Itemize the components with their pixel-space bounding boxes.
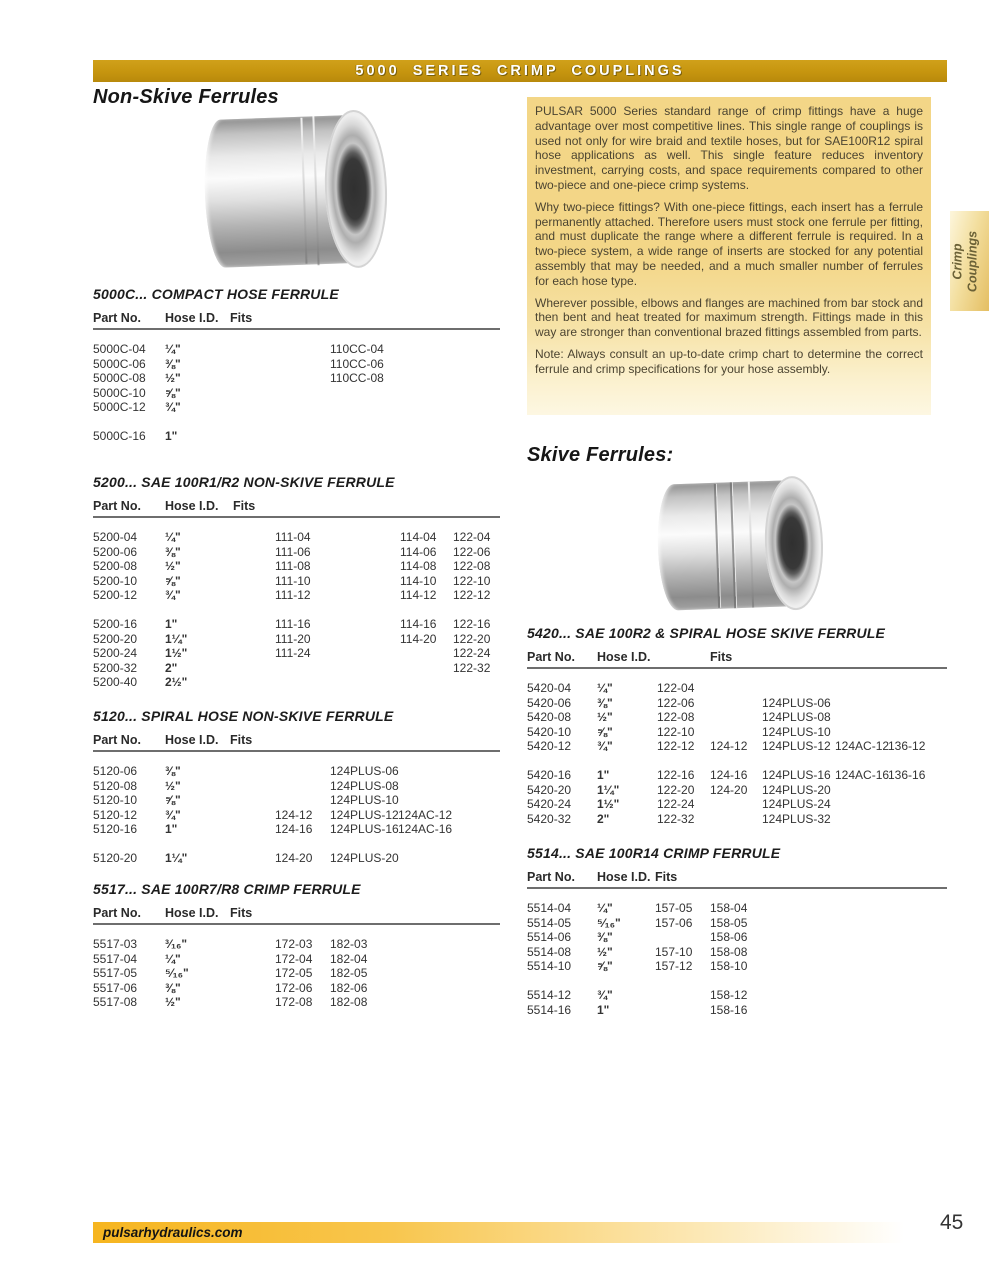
- table-row: [93, 793, 500, 808]
- fits-part: 158-08: [710, 944, 748, 959]
- hose-id: ⅜": [597, 695, 613, 710]
- table-row: [527, 739, 947, 754]
- fits-part: 124PLUS-08: [330, 778, 399, 793]
- column-header: Hose I.D.: [165, 311, 219, 325]
- table-section-t5120: [93, 708, 500, 866]
- fits-part: 182-08: [330, 995, 368, 1010]
- table-row: [93, 429, 500, 444]
- part-no: 5517-04: [93, 951, 138, 966]
- fits-part: 122-04: [657, 681, 695, 695]
- fits-part: 158-05: [710, 915, 748, 930]
- hose-id: 1½": [165, 646, 188, 661]
- hose-id: ⅜": [165, 356, 181, 371]
- fits-part: 122-20: [657, 782, 695, 797]
- table-row: [93, 357, 500, 372]
- part-no: 5120-10: [93, 793, 138, 808]
- part-no: 5514-08: [527, 944, 572, 959]
- part-no: 5000C-12: [93, 400, 146, 415]
- fits-part: 124PLUS-16: [762, 767, 831, 782]
- table-title: 5420... SAE 100R2 & SPIRAL HOSE SKIVE FERRULE: [527, 625, 886, 641]
- crimp-couplings-side-tab: [950, 211, 989, 311]
- table-section-t5000c: [93, 286, 500, 444]
- fits-part: 114-10: [400, 573, 437, 588]
- part-no: 5120-16: [93, 822, 138, 837]
- series-banner: [93, 60, 947, 82]
- skive-heading: Skive Ferrules:: [527, 444, 674, 466]
- part-no: 5120-12: [93, 807, 138, 822]
- table-row: [527, 959, 947, 974]
- table-row-group: [527, 768, 947, 826]
- fits-part: 157-10: [655, 944, 693, 959]
- fits-part: 124PLUS-10: [762, 724, 831, 739]
- part-no: 5000C-04: [93, 342, 146, 356]
- skive-ferrule-photo: [656, 475, 826, 617]
- part-no: 5000C-06: [93, 356, 146, 371]
- fits-part: 124PLUS-12: [330, 807, 399, 822]
- fits-part: 172-06: [275, 980, 313, 995]
- table-row-group: [93, 617, 500, 690]
- table-section-t5200: [93, 474, 500, 690]
- hose-id: ⅜": [165, 544, 181, 559]
- part-no: 5420-12: [527, 739, 572, 754]
- hose-id: ⅝": [165, 573, 181, 588]
- part-no: 5420-20: [527, 782, 572, 797]
- table-title: 5200... SAE 100R1/R2 NON-SKIVE FERRULE: [93, 474, 395, 490]
- table-header-row: [93, 499, 500, 518]
- fits-part: 111-12: [275, 588, 311, 603]
- hose-id: ⅜": [597, 930, 613, 945]
- fits-part: 122-32: [453, 660, 491, 675]
- fits-part: 182-05: [330, 966, 368, 981]
- part-no: 5514-05: [527, 915, 572, 930]
- table-row: [93, 937, 500, 952]
- fits-part: 124AC-12: [835, 739, 890, 754]
- fits-part: 122-08: [657, 710, 695, 725]
- part-no: 5200-06: [93, 544, 138, 559]
- hose-id: 1": [165, 428, 178, 443]
- fits-part: 124AC-16: [835, 767, 890, 782]
- table-row: [93, 966, 500, 981]
- footer-bar: [93, 1222, 947, 1243]
- part-no: 5200-08: [93, 559, 138, 574]
- fits-part: 122-06: [453, 544, 491, 559]
- table-row: [93, 981, 500, 996]
- table-row-group: [93, 937, 500, 1010]
- fits-part: 124PLUS-32: [762, 811, 831, 826]
- fits-part: 124PLUS-20: [762, 782, 831, 797]
- table-row: [527, 901, 947, 916]
- fits-part: 182-03: [330, 937, 368, 951]
- hose-id: 1¼": [597, 782, 620, 797]
- side-tab-line2: Couplings: [965, 230, 979, 292]
- column-header: Part No.: [527, 650, 575, 664]
- table-section-t5420: [527, 625, 947, 826]
- page-number: 45: [940, 1211, 964, 1234]
- part-no: 5517-08: [93, 995, 138, 1010]
- fits-part: 172-03: [275, 937, 313, 951]
- part-no: 5514-06: [527, 930, 572, 945]
- table-header-row: [93, 733, 500, 752]
- table-row: [93, 822, 500, 837]
- table-row: [527, 945, 947, 960]
- fits-part: 124PLUS-06: [330, 764, 399, 778]
- intro-paragraph: Why two-piece fittings? With one-piece fittings, each insert has a ferrule permanently attached. Therefore users must stock one ferrule per fitting, and must duplicate the range where a different ferrule is required. In a two-piece system, a wide range of inserts are stocked for any potential assembly that may be needed, and a much smaller number of ferrules for each hose type.: [535, 199, 923, 288]
- fits-part: 157-12: [655, 959, 693, 974]
- table-header-row: [93, 906, 500, 925]
- fits-part: 122-16: [453, 616, 491, 631]
- column-header: Fits: [233, 499, 256, 513]
- intro-note-paragraph: Note: Always consult an up-to-date crimp chart to determine the correct ferrule and crimp specifications for your hose assembly.: [535, 346, 923, 376]
- hose-id: 1": [165, 616, 178, 631]
- column-header: Part No.: [93, 733, 141, 747]
- table-row: [527, 930, 947, 945]
- fits-part: 111-08: [275, 559, 311, 574]
- fits-part: 122-10: [453, 573, 491, 588]
- footer-website: pulsarhydraulics.com: [103, 1225, 243, 1240]
- hose-id: 1": [597, 767, 610, 782]
- fits-part: 157-06: [655, 915, 693, 930]
- table-title: 5514... SAE 100R14 CRIMP FERRULE: [527, 845, 781, 861]
- part-no: 5420-06: [527, 695, 572, 710]
- hose-id: ¾": [165, 807, 181, 822]
- fits-part: 158-10: [710, 959, 748, 974]
- table-row: [527, 783, 947, 798]
- table-title: 5517... SAE 100R7/R8 CRIMP FERRULE: [93, 881, 361, 897]
- fits-part: 124-20: [275, 850, 313, 865]
- fits-part: 111-04: [275, 530, 311, 544]
- table-section-t5514: [527, 845, 947, 1017]
- table-section-t5517: [93, 881, 500, 1010]
- table-row: [93, 632, 500, 647]
- table-row: [93, 661, 500, 676]
- part-no: 5200-04: [93, 530, 138, 544]
- fits-part: 111-06: [275, 544, 311, 559]
- table-row: [93, 779, 500, 794]
- fits-part: 122-24: [657, 797, 695, 812]
- fits-part: 172-05: [275, 966, 313, 981]
- hose-id: ¾": [597, 987, 613, 1002]
- hose-id: ½": [165, 995, 181, 1010]
- table-row: [93, 675, 500, 690]
- table-row: [93, 646, 500, 661]
- hose-id: ¼": [597, 681, 613, 695]
- fits-part: 124PLUS-16: [330, 822, 399, 837]
- fits-part: 124PLUS-12: [762, 739, 831, 754]
- part-no: 5120-08: [93, 778, 138, 793]
- fits-part: 124PLUS-24: [762, 797, 831, 812]
- table-row: [93, 530, 500, 545]
- fits-part: 136-12: [888, 739, 926, 754]
- fits-part: 110CC-04: [330, 342, 384, 356]
- table-row: [527, 797, 947, 812]
- table-row: [93, 995, 500, 1010]
- side-tab-line1: Crimp: [950, 242, 964, 280]
- fits-part: 124-16: [710, 767, 748, 782]
- hose-id: ⅝": [165, 793, 181, 808]
- fits-part: 114-12: [400, 588, 437, 603]
- part-no: 5200-10: [93, 573, 138, 588]
- table-row: [527, 768, 947, 783]
- fits-part: 122-12: [657, 739, 695, 754]
- table-row: [93, 617, 500, 632]
- fits-part: 110CC-08: [330, 371, 384, 386]
- table-row: [93, 952, 500, 967]
- part-no: 5000C-16: [93, 428, 146, 443]
- part-no: 5200-20: [93, 631, 138, 646]
- fits-part: 114-20: [400, 631, 437, 646]
- table-row-group: [527, 681, 947, 754]
- part-no: 5120-06: [93, 764, 138, 778]
- fits-part: 124PLUS-08: [762, 710, 831, 725]
- hose-id: ¾": [165, 588, 181, 603]
- column-header: Hose I.D.: [165, 499, 219, 513]
- column-header: Hose I.D.: [165, 906, 219, 920]
- table-row: [527, 812, 947, 827]
- column-header: Part No.: [93, 906, 141, 920]
- part-no: 5420-16: [527, 767, 572, 782]
- fits-part: 158-12: [710, 987, 748, 1002]
- part-no: 5420-04: [527, 681, 572, 695]
- table-row-group: [527, 901, 947, 974]
- table-row: [93, 342, 500, 357]
- hose-id: ½": [597, 710, 613, 725]
- part-no: 5517-03: [93, 937, 138, 951]
- part-no: 5200-32: [93, 660, 138, 675]
- hose-id: ½": [165, 371, 181, 386]
- hose-id: ³⁄₁₆": [165, 937, 188, 951]
- fits-part: 158-04: [710, 901, 748, 915]
- hose-id: 2": [597, 811, 610, 826]
- fits-part: 122-10: [657, 724, 695, 739]
- hose-id: 1": [165, 822, 178, 837]
- hose-id: ½": [597, 944, 613, 959]
- column-header: Fits: [655, 870, 678, 884]
- hose-id: ¼": [165, 951, 181, 966]
- hose-id: ⁵⁄₁₆": [165, 966, 189, 981]
- column-header: Fits: [230, 733, 253, 747]
- table-row: [93, 808, 500, 823]
- fits-part: 110CC-06: [330, 356, 384, 371]
- part-no: 5420-32: [527, 811, 572, 826]
- fits-part: 136-16: [888, 767, 926, 782]
- table-row: [93, 386, 500, 401]
- table-row: [527, 725, 947, 740]
- intro-text-box: [527, 97, 931, 415]
- hose-id: ½": [165, 559, 181, 574]
- table-row: [93, 574, 500, 589]
- part-no: 5517-06: [93, 980, 138, 995]
- part-no: 5420-08: [527, 710, 572, 725]
- hose-id: ¾": [597, 739, 613, 754]
- table-row: [93, 559, 500, 574]
- part-no: 5200-24: [93, 646, 138, 661]
- fits-part: 124PLUS-20: [330, 850, 399, 865]
- intro-paragraph: PULSAR 5000 Series standard range of crimp fittings have a huge advantage over most competitive lines. This single range of couplings is used not only for wire braid and textile hoses, but for SAE100R12 spiral hose applications as well. This single feature reduces inventory investment, carrying costs, and space requirements compared to other two-piece and one-piece crimp systems.: [535, 104, 923, 192]
- table-row-group: [93, 429, 500, 444]
- intro-paragraph: Wherever possible, elbows and flanges are machined from bar stock and then bent and heat treated for maximum strength. Fittings made in this way are stronger than conventional brazed fittings assembled from parts.: [535, 295, 923, 340]
- table-row: [93, 371, 500, 386]
- fits-part: 124-16: [275, 822, 313, 837]
- table-row-group: [527, 988, 947, 1017]
- part-no: 5200-12: [93, 588, 138, 603]
- table-row-group: [93, 764, 500, 837]
- fits-part: 124-20: [710, 782, 748, 797]
- hose-id: ¼": [165, 530, 181, 544]
- fits-part: 122-04: [453, 530, 491, 544]
- table-row: [93, 545, 500, 560]
- column-header: Part No.: [93, 311, 141, 325]
- table-row: [527, 988, 947, 1003]
- fits-part: 124PLUS-06: [762, 695, 831, 710]
- part-no: 5200-40: [93, 675, 138, 690]
- part-no: 5517-05: [93, 966, 138, 981]
- hose-id: ¾": [165, 400, 181, 415]
- hose-id: ⅜": [165, 980, 181, 995]
- fits-part: 114-16: [400, 616, 437, 631]
- table-row: [93, 764, 500, 779]
- fits-part: 157-05: [655, 901, 693, 915]
- part-no: 5000C-10: [93, 385, 146, 400]
- hose-id: ¼": [165, 342, 181, 356]
- fits-part: 158-06: [710, 930, 748, 945]
- table-row: [527, 710, 947, 725]
- table-row: [527, 681, 947, 696]
- fits-part: 122-08: [453, 559, 491, 574]
- column-header: Hose I.D.: [165, 733, 219, 747]
- hose-id: 1": [597, 1002, 610, 1017]
- part-no: 5120-20: [93, 850, 138, 865]
- hose-id: 2½": [165, 675, 188, 690]
- hose-id: 2": [165, 660, 178, 675]
- fits-part: 111-20: [275, 631, 311, 646]
- fits-part: 122-32: [657, 811, 695, 826]
- table-header-row: [527, 650, 947, 669]
- table-row-group: [93, 851, 500, 866]
- side-tab-label: [950, 211, 989, 311]
- column-header: Part No.: [527, 870, 575, 884]
- hose-id: ⁵⁄₁₆": [597, 915, 621, 930]
- hose-id: ⅝": [165, 385, 181, 400]
- hose-id: ⅝": [597, 724, 613, 739]
- hose-id: ⅜": [165, 764, 181, 778]
- fits-part: 114-08: [400, 559, 437, 574]
- fits-part: 172-08: [275, 995, 313, 1010]
- column-header: Fits: [710, 650, 733, 664]
- hose-id: 1¼": [165, 631, 188, 646]
- column-header: Fits: [230, 311, 253, 325]
- table-header-row: [527, 870, 947, 889]
- fits-part: 122-24: [453, 646, 491, 661]
- hose-id: ¼": [597, 901, 613, 915]
- fits-part: 124AC-12: [398, 807, 453, 822]
- column-header: Fits: [230, 906, 253, 920]
- hose-id: 1¼": [165, 850, 188, 865]
- table-row: [527, 1003, 947, 1018]
- table-row: [93, 588, 500, 603]
- part-no: 5514-12: [527, 987, 572, 1002]
- hose-id: ½": [165, 778, 181, 793]
- column-header: Part No.: [93, 499, 141, 513]
- table-row: [527, 696, 947, 711]
- non-skive-heading: Non-Skive Ferrules: [93, 86, 279, 108]
- table-row-group: [93, 342, 500, 415]
- fits-part: 182-04: [330, 951, 368, 966]
- fits-part: 124-12: [275, 807, 313, 822]
- fits-part: 172-04: [275, 951, 313, 966]
- table-header-row: [93, 311, 500, 330]
- fits-part: 122-12: [453, 588, 491, 603]
- table-row: [527, 916, 947, 931]
- non-skive-ferrule-photo: [202, 109, 389, 275]
- fits-part: 122-20: [453, 631, 491, 646]
- hose-id: ⅝": [597, 959, 613, 974]
- fits-part: 122-06: [657, 695, 695, 710]
- series-banner-title: 5000 SERIES CRIMP COUPLINGS: [355, 63, 685, 79]
- fits-part: 122-16: [657, 767, 695, 782]
- fits-part: 124PLUS-10: [330, 793, 399, 808]
- fits-part: 111-24: [275, 646, 311, 661]
- fits-part: 111-10: [275, 573, 311, 588]
- fits-part: 114-06: [400, 544, 437, 559]
- part-no: 5514-04: [527, 901, 572, 915]
- part-no: 5514-10: [527, 959, 572, 974]
- column-header: Hose I.D.: [597, 650, 651, 664]
- part-no: 5420-24: [527, 797, 572, 812]
- table-row-group: [93, 530, 500, 603]
- table-title: 5000C... COMPACT HOSE FERRULE: [93, 286, 339, 302]
- part-no: 5000C-08: [93, 371, 146, 386]
- part-no: 5514-16: [527, 1002, 572, 1017]
- fits-part: 114-04: [400, 530, 437, 544]
- fits-part: 182-06: [330, 980, 368, 995]
- table-title: 5120... SPIRAL HOSE NON-SKIVE FERRULE: [93, 708, 394, 724]
- fits-part: 111-16: [275, 616, 311, 631]
- fits-part: 124-12: [710, 739, 748, 754]
- part-no: 5420-10: [527, 724, 572, 739]
- fits-part: 124AC-16: [398, 822, 453, 837]
- table-row: [93, 400, 500, 415]
- table-row: [93, 851, 500, 866]
- part-no: 5200-16: [93, 616, 138, 631]
- fits-part: 158-16: [710, 1002, 748, 1017]
- hose-id: 1½": [597, 797, 620, 812]
- column-header: Hose I.D.: [597, 870, 651, 884]
